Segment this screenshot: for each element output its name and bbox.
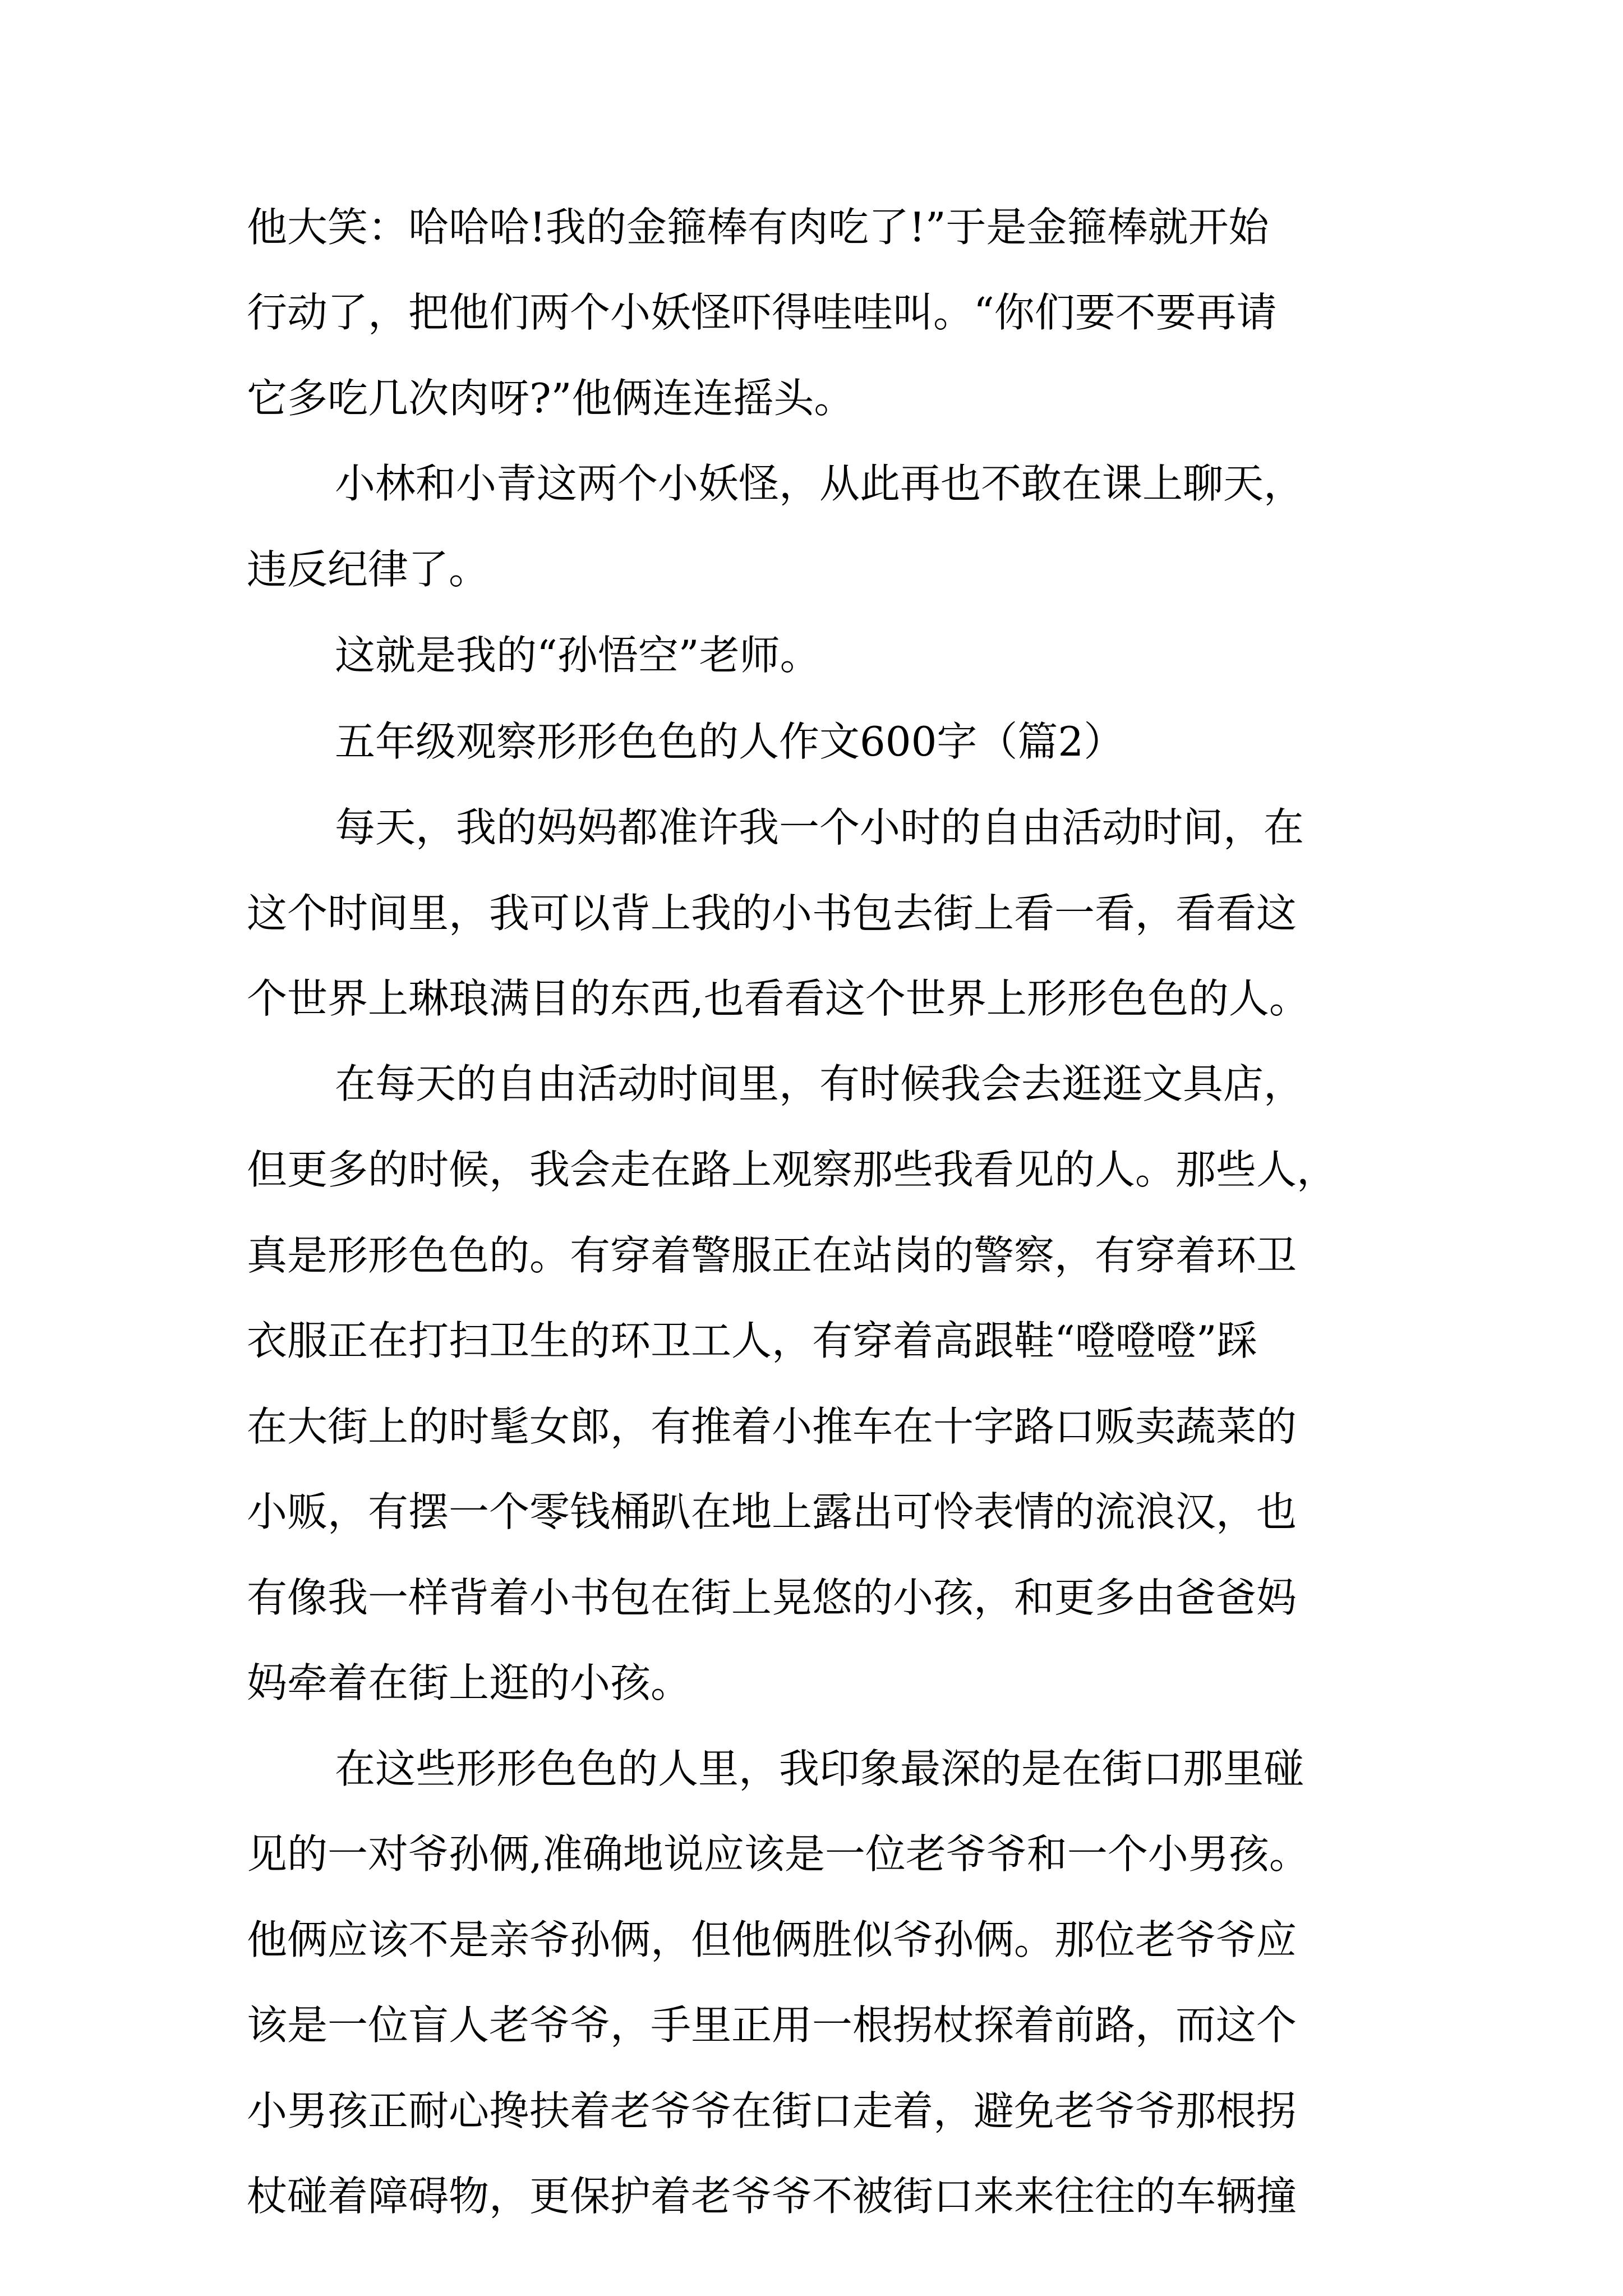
text-line: 妈牵着在街上逛的小孩。 [247,1659,691,1706]
text-line: 小男孩正耐心搀扶着老爷爷在街口走着，避免老爷爷那根拐 [247,2087,1297,2134]
text-line: 该是一位盲人老爷爷，手里正用一根拐杖探着前路，而这个 [247,2001,1297,2049]
paragraph-first-line: 小林和小青这两个小妖怪，从此再也不敢在课上聊天， [335,460,1304,507]
text-line: 在大街上的时髦女郎，有推着小推车在十字路口贩卖蔬菜的 [247,1403,1297,1450]
text-line: 违反纪律了。 [247,546,490,593]
text-line: 他大笑：哈哈哈!我的金箍棒有肉吃了!”于是金箍棒就开始 [247,204,1269,251]
text-line: 它多吃几次肉呀?”他俩连连摇头。 [247,375,855,422]
text-line: 衣服正在打扫卫生的环卫工人，有穿着高跟鞋“噔噔噔”踩 [247,1317,1257,1364]
paragraph-first-line: 这就是我的“孙悟空”老师。 [335,632,820,679]
text-line: 行动了，把他们两个小妖怪吓得哇哇叫。“你们要不要再请 [247,289,1277,336]
text-line: 小贩，有摆一个零钱桶趴在地上露出可怜表情的流浪汉，也 [247,1488,1297,1535]
text-line: 见的一对爷孙俩,准确地说应该是一位老爷爷和一个小男孩。 [247,1830,1310,1878]
text-line: 真是形形色色的。有穿着警服正在站岗的警察，有穿着环卫 [247,1232,1297,1279]
text-line: 他俩应该不是亲爷孙俩，但他俩胜似爷孙俩。那位老爷爷应 [247,1916,1297,1963]
section-heading: 五年级观察形形色色的人作文600字（篇2） [335,718,1124,765]
text-line: 有像我一样背着小书包在街上晃悠的小孩，和更多由爸爸妈 [247,1574,1297,1621]
paragraph-first-line: 在每天的自由活动时间里，有时候我会去逛逛文具店， [335,1060,1304,1107]
text-line: 个世界上琳琅满目的东西,也看看这个世界上形形色色的人。 [247,975,1310,1022]
text-line: 但更多的时候，我会走在路上观察那些我看见的人。那些人， [247,1146,1338,1193]
text-line: 这个时间里，我可以背上我的小书包去街上看一看，看看这 [247,890,1297,937]
paragraph-first-line: 在这些形形色色的人里，我印象最深的是在街口那里碰 [335,1745,1304,1792]
text-line: 杖碰着障碍物，更保护着老爷爷不被街口来来往往的车辆撞 [247,2173,1297,2220]
paragraph-first-line: 每天，我的妈妈都准许我一个小时的自由活动时间，在 [335,804,1304,851]
